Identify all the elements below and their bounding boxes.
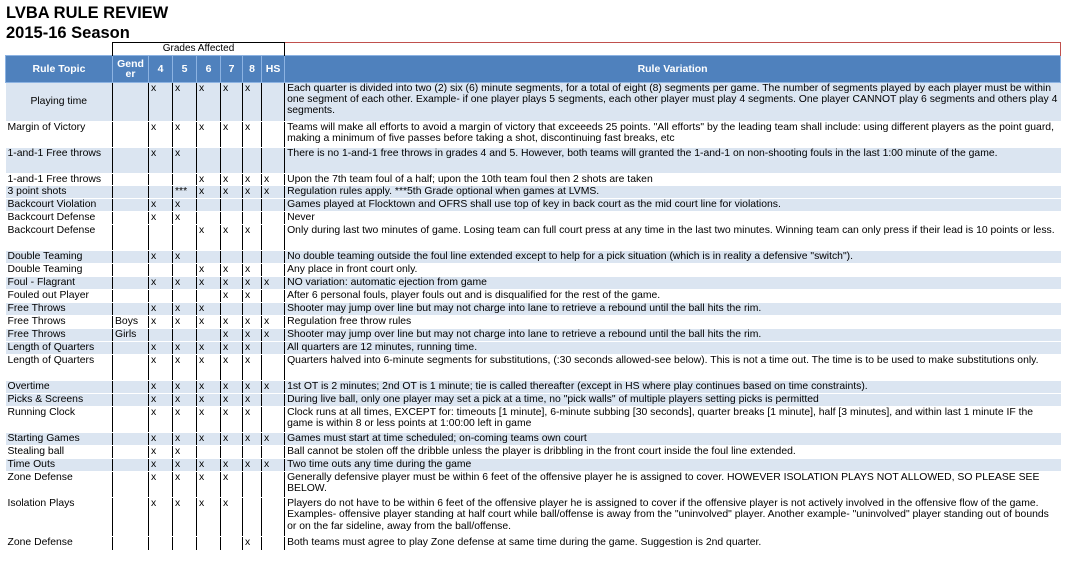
header-gender: Gend er [113, 56, 149, 83]
table-row [6, 212, 1061, 225]
grade-5-cell: x [173, 459, 197, 472]
grade-4-cell [149, 537, 173, 551]
gender-cell [113, 407, 149, 433]
grade-4-cell [149, 264, 173, 277]
header-grade-4: 4 [149, 56, 173, 83]
table-row [6, 537, 1061, 551]
rule-table [5, 42, 1061, 551]
grade-4-cell: x [149, 472, 173, 498]
grade-7-cell: x [221, 459, 243, 472]
season-subtitle: 2015-16 Season [6, 24, 130, 42]
table-row [6, 225, 1061, 251]
table-row [6, 342, 1061, 355]
rule-topic-cell: 3 point shots [6, 186, 113, 199]
grade-7-cell: x [221, 381, 243, 394]
gender-cell: Girls [113, 329, 149, 342]
grade-6-cell: x [197, 498, 221, 537]
table-row [6, 174, 1061, 186]
gender-cell [113, 433, 149, 446]
grade-hs-cell [262, 394, 285, 407]
grade-7-cell: x [221, 394, 243, 407]
grade-7-cell: x [221, 122, 243, 148]
grade-5-cell: x [173, 316, 197, 329]
rule-variation-cell: Any place in front court only. [285, 264, 1061, 277]
rule-variation-cell: During live ball, only one player may set a pick at a time, no "pick walls" of multiple players setting picks is permitted [285, 394, 1061, 407]
table-row [6, 355, 1061, 381]
grade-5-cell: x [173, 498, 197, 537]
rule-variation-cell: Two time outs any time during the game [285, 459, 1061, 472]
grade-8-cell: x [243, 225, 262, 251]
table-row [6, 148, 1061, 174]
grade-5-cell [173, 225, 197, 251]
grade-8-cell: x [243, 264, 262, 277]
grade-8-cell [243, 212, 262, 225]
grade-hs-cell: x [262, 433, 285, 446]
grade-4-cell: x [149, 83, 173, 122]
grade-5-cell: x [173, 394, 197, 407]
gender-cell [113, 122, 149, 148]
rule-variation-cell: Regulation rules apply. ***5th Grade optional when games at LVMS. [285, 186, 1061, 199]
rule-topic-cell: Isolation Plays [6, 498, 113, 537]
gender-cell: Boys [113, 316, 149, 329]
grade-4-cell [149, 174, 173, 186]
rule-variation-cell: Games must start at time scheduled; on-coming teams own court [285, 433, 1061, 446]
grade-4-cell [149, 290, 173, 303]
table-row [6, 316, 1061, 329]
grade-6-cell: x [197, 277, 221, 290]
grade-4-cell: x [149, 407, 173, 433]
grade-6-cell: x [197, 459, 221, 472]
grades-affected-label: Grades Affected [113, 43, 285, 56]
grade-6-cell [197, 199, 221, 212]
grade-6-cell: x [197, 342, 221, 355]
grade-5-cell [173, 174, 197, 186]
rule-variation-cell: 1st OT is 2 minutes; 2nd OT is 1 minute; tie is called thereafter (except in HS where play continues based on time constraints). [285, 381, 1061, 394]
rule-topic-cell: Free Throws [6, 303, 113, 316]
grade-hs-cell [262, 498, 285, 537]
rule-topic-cell: Zone Defense [6, 472, 113, 498]
rule-variation-cell: Shooter may jump over line but may not charge into lane to retrieve a rebound until the ball hits the rim. [285, 303, 1061, 316]
grade-7-cell [221, 199, 243, 212]
grade-6-cell: x [197, 174, 221, 186]
rule-variation-cell: Both teams must agree to play Zone defense at same time during the game. Suggestion is 2nd quarter. [285, 537, 1061, 551]
grade-hs-cell: x [262, 316, 285, 329]
grade-5-cell [173, 264, 197, 277]
header-grade-6: 6 [197, 56, 221, 83]
rule-topic-cell: Fouled out Player [6, 290, 113, 303]
rule-rows [6, 83, 1061, 551]
gender-cell [113, 290, 149, 303]
grade-8-cell [243, 199, 262, 212]
gender-cell [113, 212, 149, 225]
grade-5-cell: *** [173, 186, 197, 199]
table-row [6, 446, 1061, 459]
grade-6-cell [197, 212, 221, 225]
grade-4-cell: x [149, 303, 173, 316]
rule-topic-cell: Time Outs [6, 459, 113, 472]
grade-4-cell: x [149, 459, 173, 472]
gender-cell [113, 537, 149, 551]
header-grade-7: 7 [221, 56, 243, 83]
table-row [6, 329, 1061, 342]
grade-7-cell: x [221, 277, 243, 290]
table-row [6, 433, 1061, 446]
grade-4-cell: x [149, 498, 173, 537]
grade-6-cell: x [197, 186, 221, 199]
rule-variation-cell: No double teaming outside the foul line extended except to help for a pick situation (which is in reality a defensive "switch"). [285, 251, 1061, 264]
grade-hs-cell [262, 83, 285, 122]
grade-hs-cell [262, 472, 285, 498]
grade-hs-cell [262, 342, 285, 355]
grade-7-cell [221, 212, 243, 225]
header-rule-variation: Rule Variation [285, 56, 1061, 83]
grade-7-cell: x [221, 316, 243, 329]
grade-5-cell: x [173, 446, 197, 459]
grade-hs-cell: x [262, 329, 285, 342]
gender-cell [113, 186, 149, 199]
rule-topic-cell: Zone Defense [6, 537, 113, 551]
gender-cell [113, 148, 149, 174]
grade-4-cell: x [149, 381, 173, 394]
grade-5-cell: x [173, 381, 197, 394]
grade-hs-cell [262, 264, 285, 277]
grade-4-cell: x [149, 342, 173, 355]
rule-topic-cell: 1-and-1 Free throws [6, 174, 113, 186]
table-row [6, 199, 1061, 212]
grade-8-cell: x [243, 329, 262, 342]
rule-topic-cell: 1-and-1 Free throws [6, 148, 113, 174]
grade-6-cell: x [197, 264, 221, 277]
grade-6-cell [197, 446, 221, 459]
rule-topic-cell: Stealing ball [6, 446, 113, 459]
rule-variation-cell: Teams will make all efforts to avoid a margin of victory that exceeeds 25 points. "All efforts" by the leading team shall include: using different players as the point guard, making a minimum of five passes before taking a shot, discontinuing fast breaks, etc [285, 122, 1061, 148]
table-row [6, 290, 1061, 303]
grade-8-cell [243, 303, 262, 316]
rule-topic-cell: Free Throws [6, 316, 113, 329]
rule-variation-cell: Shooter may jump over line but may not charge into lane to retrieve a rebound until the ball hits the rim. [285, 329, 1061, 342]
grade-7-cell: x [221, 355, 243, 381]
gender-cell [113, 83, 149, 122]
grade-6-cell: x [197, 394, 221, 407]
grade-4-cell: x [149, 148, 173, 174]
table-row [6, 251, 1061, 264]
header-grade-5: 5 [173, 56, 197, 83]
rule-variation-cell: Only during last two minutes of game. Losing team can full court press at any time in the last two minutes. Winning team can only press if their lead is 10 points or less. [285, 225, 1061, 251]
grade-8-cell [243, 148, 262, 174]
grade-hs-cell [262, 303, 285, 316]
grade-8-cell: x [243, 186, 262, 199]
grade-7-cell: x [221, 225, 243, 251]
grade-6-cell: x [197, 472, 221, 498]
grade-6-cell [197, 251, 221, 264]
rule-topic-cell: Backcourt Violation [6, 199, 113, 212]
grade-6-cell: x [197, 225, 221, 251]
gender-cell [113, 472, 149, 498]
grade-7-cell: x [221, 290, 243, 303]
grade-hs-cell [262, 212, 285, 225]
grade-5-cell [173, 329, 197, 342]
grade-4-cell [149, 186, 173, 199]
grade-4-cell: x [149, 446, 173, 459]
table-row [6, 472, 1061, 498]
grade-8-cell: x [243, 537, 262, 551]
grade-8-cell [243, 446, 262, 459]
grade-4-cell: x [149, 277, 173, 290]
grade-hs-cell [262, 225, 285, 251]
header-grade-hs: HS [262, 56, 285, 83]
grade-6-cell: x [197, 355, 221, 381]
grade-8-cell [243, 251, 262, 264]
grade-4-cell: x [149, 316, 173, 329]
grade-8-cell: x [243, 342, 262, 355]
grade-hs-cell: x [262, 459, 285, 472]
rule-variation-cell: There is no 1-and-1 free throws in grades 4 and 5. However, both teams will granted the 1-and-1 on non-shooting fouls in the last 1:00 minute of the game. [285, 148, 1061, 174]
rule-variation-cell: Upon the 7th team foul of a half; upon the 10th team foul then 2 shots are taken [285, 174, 1061, 186]
grade-5-cell: x [173, 472, 197, 498]
grade-8-cell: x [243, 407, 262, 433]
rule-topic-cell: Margin of Victory [6, 122, 113, 148]
grade-8-cell: x [243, 122, 262, 148]
gender-cell [113, 381, 149, 394]
grade-7-cell: x [221, 264, 243, 277]
grade-6-cell: x [197, 122, 221, 148]
grade-7-cell: x [221, 83, 243, 122]
rule-variation-cell: All quarters are 12 minutes, running time. [285, 342, 1061, 355]
grade-6-cell: x [197, 381, 221, 394]
table-row [6, 122, 1061, 148]
grade-7-cell: x [221, 407, 243, 433]
rule-variation-cell: Quarters halved into 6-minute segments for substitutions, (:30 seconds allowed-see below). This is not a time out. The time is to be used to make substitutions only. [285, 355, 1061, 381]
grade-6-cell [197, 329, 221, 342]
rule-topic-cell: Double Teaming [6, 251, 113, 264]
grade-4-cell: x [149, 433, 173, 446]
grade-7-cell: x [221, 498, 243, 537]
grade-6-cell [197, 537, 221, 551]
grade-5-cell: x [173, 251, 197, 264]
grade-4-cell: x [149, 394, 173, 407]
grade-8-cell: x [243, 174, 262, 186]
grade-5-cell [173, 290, 197, 303]
grade-7-cell [221, 303, 243, 316]
grade-4-cell: x [149, 212, 173, 225]
document-title: LVBA RULE REVIEW [6, 4, 169, 22]
rule-variation-cell: Regulation free throw rules [285, 316, 1061, 329]
grade-7-cell [221, 251, 243, 264]
grade-5-cell: x [173, 212, 197, 225]
grade-8-cell: x [243, 290, 262, 303]
grade-hs-cell: x [262, 186, 285, 199]
grade-5-cell: x [173, 148, 197, 174]
rule-variation-cell: NO variation: automatic ejection from game [285, 277, 1061, 290]
rule-variation-cell: After 6 personal fouls, player fouls out and is disqualified for the rest of the game. [285, 290, 1061, 303]
rule-variation-cell: Ball cannot be stolen off the dribble unless the player is dribbling in the front court inside the foul line extended. [285, 446, 1061, 459]
grade-hs-cell [262, 537, 285, 551]
grade-hs-cell [262, 355, 285, 381]
rule-topic-cell: Backcourt Defense [6, 212, 113, 225]
blank-cell [285, 43, 1061, 56]
rule-variation-cell: Generally defensive player must be within 6 feet of the offensive player he is assigned to cover. HOWEVER ISOLATION PLAYS NOT ALLOWED, SO PLEASE SEE BELOW. [285, 472, 1061, 498]
grade-6-cell: x [197, 303, 221, 316]
grade-8-cell [243, 498, 262, 537]
grade-6-cell: x [197, 433, 221, 446]
gender-cell [113, 446, 149, 459]
grade-7-cell [221, 148, 243, 174]
table-row [6, 459, 1061, 472]
grade-hs-cell: x [262, 174, 285, 186]
gender-cell [113, 264, 149, 277]
grade-6-cell: x [197, 316, 221, 329]
grade-hs-cell: x [262, 381, 285, 394]
rule-topic-cell: Double Teaming [6, 264, 113, 277]
grade-4-cell: x [149, 251, 173, 264]
gender-cell [113, 225, 149, 251]
header-grade-8: 8 [243, 56, 262, 83]
table-row [6, 303, 1061, 316]
table-row [6, 498, 1061, 537]
grade-8-cell: x [243, 433, 262, 446]
rule-variation-cell: Each quarter is divided into two (2) six (6) minute segments, for a total of eight (8) segments per game. The number of segments played by each player must be within one segment of each other. Example- if one player plays 5 segments, each other player must play 4 segments. One player CANNOT play 6 segments and others play 4 segments. [285, 83, 1061, 122]
table-row [6, 407, 1061, 433]
rule-topic-cell: Foul - Flagrant [6, 277, 113, 290]
rule-topic-cell: Overtime [6, 381, 113, 394]
grade-4-cell: x [149, 355, 173, 381]
rule-topic-cell: Running Clock [6, 407, 113, 433]
grade-7-cell: x [221, 472, 243, 498]
grade-6-cell: x [197, 407, 221, 433]
grade-5-cell: x [173, 303, 197, 316]
grade-hs-cell: x [262, 277, 285, 290]
grade-hs-cell [262, 148, 285, 174]
grade-8-cell: x [243, 381, 262, 394]
rule-variation-cell: Players do not have to be within 6 feet of the offensive player he is assigned to cover if the offensive player is not actively involved in the offensive flow of the game. Examples- offensive player standing at half court while ball/offense is away from the "uninvolved" player. Another example- "uninvolved" player standing out of bounds or on the far sideline, away from the ball/offense. [285, 498, 1061, 537]
grade-hs-cell [262, 446, 285, 459]
rule-topic-cell: Length of Quarters [6, 342, 113, 355]
grade-5-cell: x [173, 355, 197, 381]
grade-5-cell: x [173, 277, 197, 290]
gender-cell [113, 303, 149, 316]
table-row [6, 394, 1061, 407]
grade-6-cell [197, 290, 221, 303]
grade-5-cell: x [173, 433, 197, 446]
grade-4-cell [149, 225, 173, 251]
gender-cell [113, 498, 149, 537]
rule-variation-cell: Clock runs at all times, EXCEPT for: timeouts [1 minute], 6-minute subbing [30 seconds], quarter breaks [1 minute], half [3 minutes], and within last 1 minute IF the game is within 8 or less points at 1:00:00 left in game [285, 407, 1061, 433]
rule-topic-cell: Free Throws [6, 329, 113, 342]
grade-4-cell: x [149, 122, 173, 148]
grade-8-cell: x [243, 316, 262, 329]
gender-cell [113, 174, 149, 186]
table-row [6, 381, 1061, 394]
grade-7-cell: x [221, 174, 243, 186]
grade-hs-cell [262, 407, 285, 433]
table-row [6, 186, 1061, 199]
rule-topic-cell: Backcourt Defense [6, 225, 113, 251]
rule-variation-cell: Games played at Flocktown and OFRS shall use top of key in back court as the mid court line for violations. [285, 199, 1061, 212]
grade-7-cell: x [221, 329, 243, 342]
gender-cell [113, 342, 149, 355]
grade-5-cell: x [173, 199, 197, 212]
grade-4-cell [149, 329, 173, 342]
gender-cell [113, 251, 149, 264]
gender-cell [113, 199, 149, 212]
table-row [6, 277, 1061, 290]
gender-cell [113, 355, 149, 381]
rule-topic-cell: Starting Games [6, 433, 113, 446]
rule-topic-cell: Playing time [6, 83, 113, 122]
grade-6-cell: x [197, 83, 221, 122]
grade-5-cell: x [173, 407, 197, 433]
grade-8-cell: x [243, 459, 262, 472]
grade-8-cell: x [243, 394, 262, 407]
grade-8-cell: x [243, 355, 262, 381]
table-row [6, 264, 1061, 277]
grade-8-cell: x [243, 277, 262, 290]
gender-cell [113, 459, 149, 472]
grade-5-cell [173, 537, 197, 551]
rule-topic-cell: Length of Quarters [6, 355, 113, 381]
grade-4-cell: x [149, 199, 173, 212]
grade-8-cell [243, 472, 262, 498]
grade-hs-cell [262, 122, 285, 148]
rule-variation-cell: Never [285, 212, 1061, 225]
grade-hs-cell [262, 251, 285, 264]
grade-7-cell: x [221, 342, 243, 355]
table-row [6, 83, 1061, 122]
grade-7-cell: x [221, 433, 243, 446]
rule-topic-cell: Picks & Screens [6, 394, 113, 407]
grade-7-cell: x [221, 186, 243, 199]
grade-5-cell: x [173, 122, 197, 148]
grade-hs-cell [262, 199, 285, 212]
grade-7-cell [221, 537, 243, 551]
grade-hs-cell [262, 290, 285, 303]
header-rule-topic: Rule Topic [6, 56, 113, 83]
blank-cell [6, 43, 113, 56]
grade-7-cell [221, 446, 243, 459]
gender-cell [113, 277, 149, 290]
grade-6-cell [197, 148, 221, 174]
grade-8-cell: x [243, 83, 262, 122]
grade-5-cell: x [173, 83, 197, 122]
grade-5-cell: x [173, 342, 197, 355]
gender-cell [113, 394, 149, 407]
